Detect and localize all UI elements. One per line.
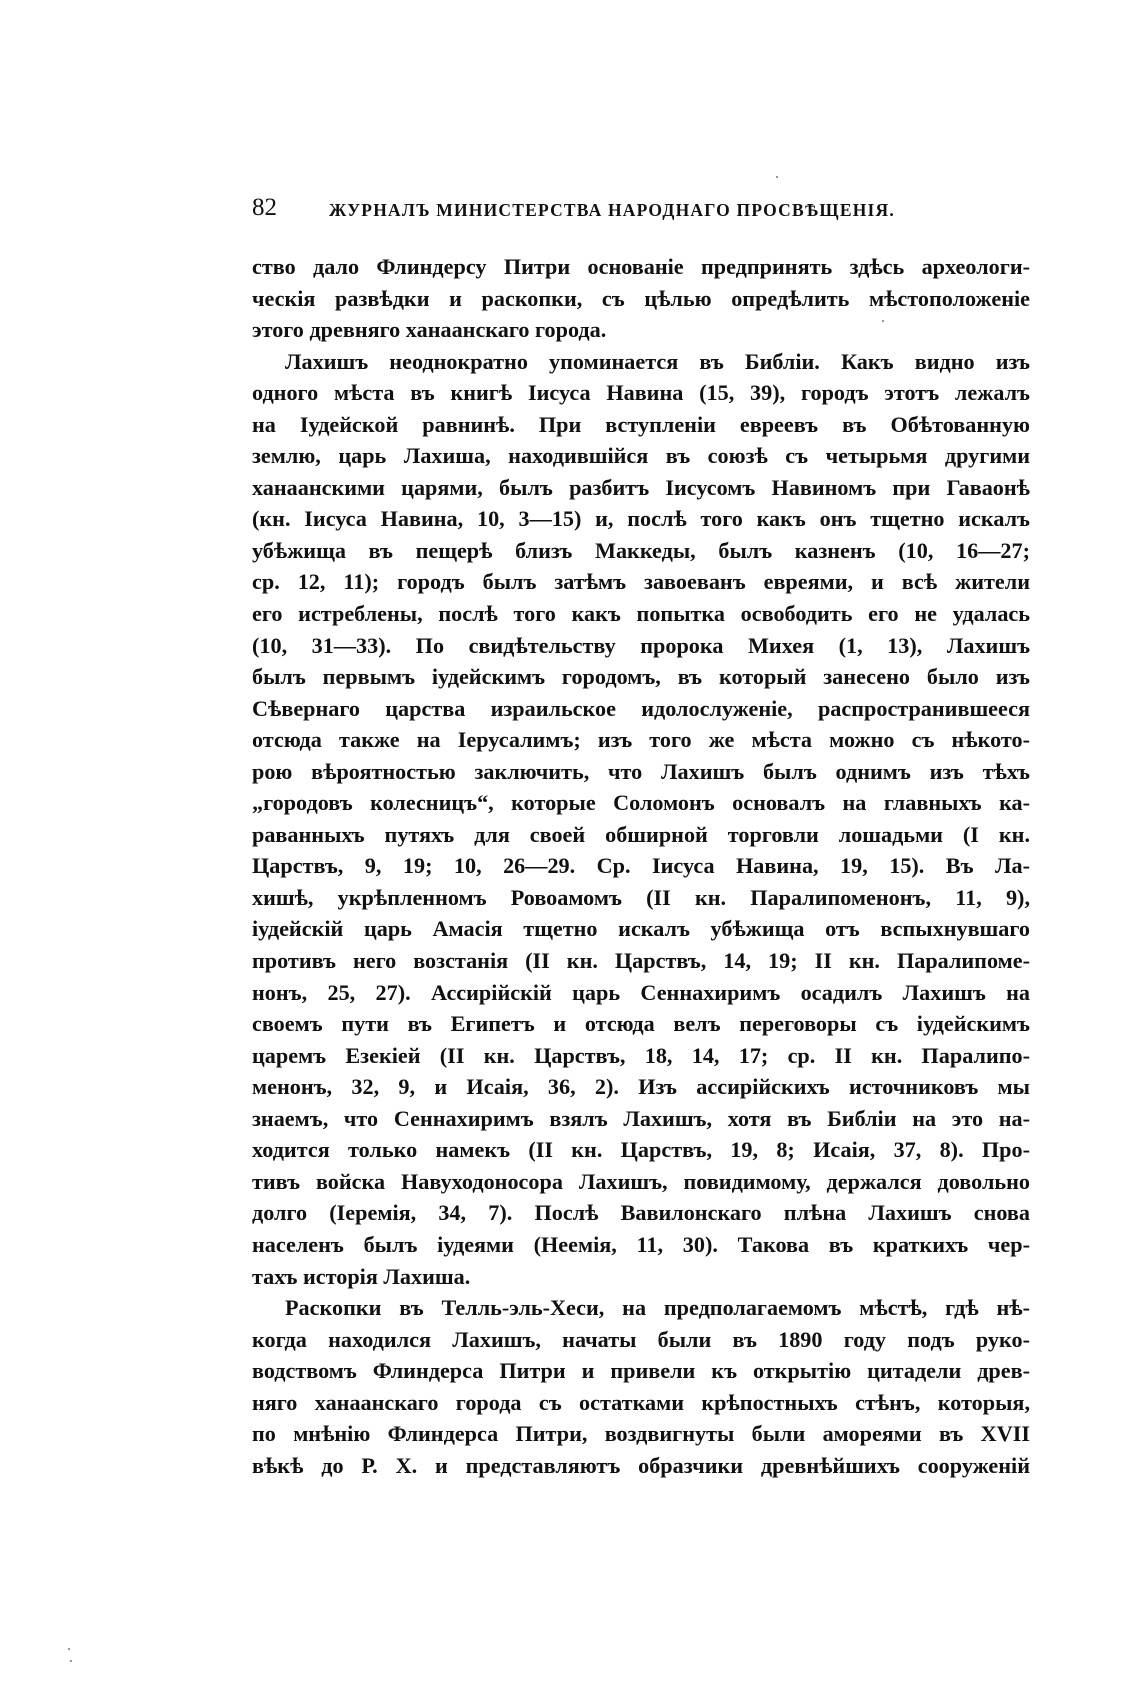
paragraph-continuation [252,251,1030,346]
text-line: былъ первымъ іудейскимъ городомъ, въ который занесено было изъ [252,664,1030,690]
page-header [252,194,1032,234]
text-line: его истреблены, послѣ того какъ попытка освободить его не удалась [252,601,1030,627]
text-line: противъ него возстанія (II кн. Царствъ, 14, 19; II кн. Паралипоме- [252,948,1030,974]
text-line: нонъ, 25, 27). Ассирійскій царь Сеннахиримъ осадилъ Лахишъ на [252,979,1030,1005]
text-line: когда находился Лахишъ, начаты были въ 1890 году подъ руко- [252,1326,1030,1352]
text-line: одного мѣста въ книгѣ Іисуса Навина (15, 39), городъ этотъ лежалъ [252,380,1030,406]
speck [882,320,884,322]
speck [776,176,778,178]
text-line: Царствъ, 9, 19; 10, 26—29. Ср. Іисуса Навина, 19, 15). Въ Ла- [252,853,1030,879]
body-text [252,251,1030,1481]
text-line: (кн. Іисуса Навина, 10, 3—15) и, послѣ того какъ онъ тщетно искалъ [252,506,1030,532]
text-line: Сѣвернаго царства израильское идолослуженіе, распространившееся [252,695,1030,721]
text-line: вѣкѣ до Р. Х. и представляютъ образчики древнѣйшихъ сооруженій [252,1452,1030,1478]
text-line: землю, царь Лахиша, находившійся въ союзѣ съ четырьмя другими [252,443,1030,469]
text-line: населенъ былъ іудеями (Неемія, 11, 30). Такова въ краткихъ чер- [252,1231,1030,1257]
paragraph-history-of-lachish [252,346,1030,1292]
speck [68,1648,70,1650]
text-line: ср. 12, 11); городъ былъ затѣмъ завоеванъ евреями, и всѣ жители [252,569,1030,595]
text-line: водствомъ Флиндерса Питри и привели къ открытію цитадели древ- [252,1358,1030,1384]
text-line: „городовъ колесницъ“, которые Соломонъ основалъ на главныхъ ка- [252,790,1030,816]
text-line: Лахишъ неоднократно упоминается въ Библіи. Какъ видно изъ [285,348,1030,374]
text-line: тивъ войска Навуходоносора Лахишъ, повидимому, держался довольно [252,1168,1030,1194]
text-line: ханаанскими царями, былъ разбитъ Іисусомъ Навиномъ при Гаваонѣ [252,474,1030,500]
text-line: тахъ исторія Лахиша. [252,1263,471,1289]
text-line: убѣжища въ пещерѣ близъ Маккеды, былъ казненъ (10, 16—27; [252,537,1030,563]
running-title: ЖУРНАЛЪ МИНИСТЕРСТВА НАРОДНАГО ПРОСВѢЩЕНІЯ. [329,200,895,220]
text-line: рою вѣроятностью заключить, что Лахишъ былъ однимъ изъ тѣхъ [252,758,1030,784]
text-line: своемъ пути въ Египетъ и отсюда велъ переговоры съ іудейскимъ [252,1011,1030,1037]
text-line: ческія развѣдки и раскопки, съ цѣлью опредѣлить мѣстоположеніе [252,285,1030,311]
text-line: по мнѣнію Флиндерса Питри, воздвигнуты были амореями въ XVII [252,1421,1030,1447]
text-line: іудейскій царь Амасія тщетно искалъ убѣжища отъ вспыхнувшаго [252,916,1030,942]
text-line: знаемъ, что Сеннахиримъ взялъ Лахишъ, хотя въ Библіи на это на- [252,1105,1030,1131]
text-line: раванныхъ путяхъ для своей обширной торговли лошадьми (I кн. [252,821,1030,847]
text-line: ходится только намекъ (II кн. Царствъ, 19, 8; Исаія, 37, 8). Про- [252,1137,1030,1163]
text-line: отсюда также на Іерусалимъ; изъ того же мѣста можно съ нѣкото- [252,727,1030,753]
text-line: этого древняго ханаанскаго города. [252,317,607,343]
text-line: долго (Іеремія, 34, 7). Послѣ Вавилонскаго плѣна Лахишъ снова [252,1200,1030,1226]
text-line: (10, 31—33). По свидѣтельству пророка Михея (1, 13), Лахишъ [252,632,1030,658]
paragraph-excavations [252,1292,1030,1481]
text-line: на Іудейской равнинѣ. При вступленіи евреевъ въ Обѣтованную [252,411,1030,437]
text-line: Раскопки въ Телль-эль-Хеси, на предполагаемомъ мѣстѣ, гдѣ нѣ- [285,1295,1030,1321]
text-line: ство дало Флиндерсу Питри основаніе предпринять здѣсь археологи- [252,254,1030,279]
text-line: хишѣ, укрѣпленномъ Ровоамомъ (II кн. Паралипоменонъ, 11, 9), [252,884,1030,910]
text-line: царемъ Езекіей (II кн. Царствъ, 18, 14, 17; ср. II кн. Паралипо- [252,1042,1030,1068]
page-number: 82 [252,194,277,221]
speck [70,1660,72,1662]
text-line: няго ханаанскаго города съ остатками крѣпостныхъ стѣнъ, которыя, [252,1389,1030,1415]
text-line: менонъ, 32, 9, и Исаія, 36, 2). Изъ ассирійскихъ источниковъ мы [252,1074,1030,1100]
